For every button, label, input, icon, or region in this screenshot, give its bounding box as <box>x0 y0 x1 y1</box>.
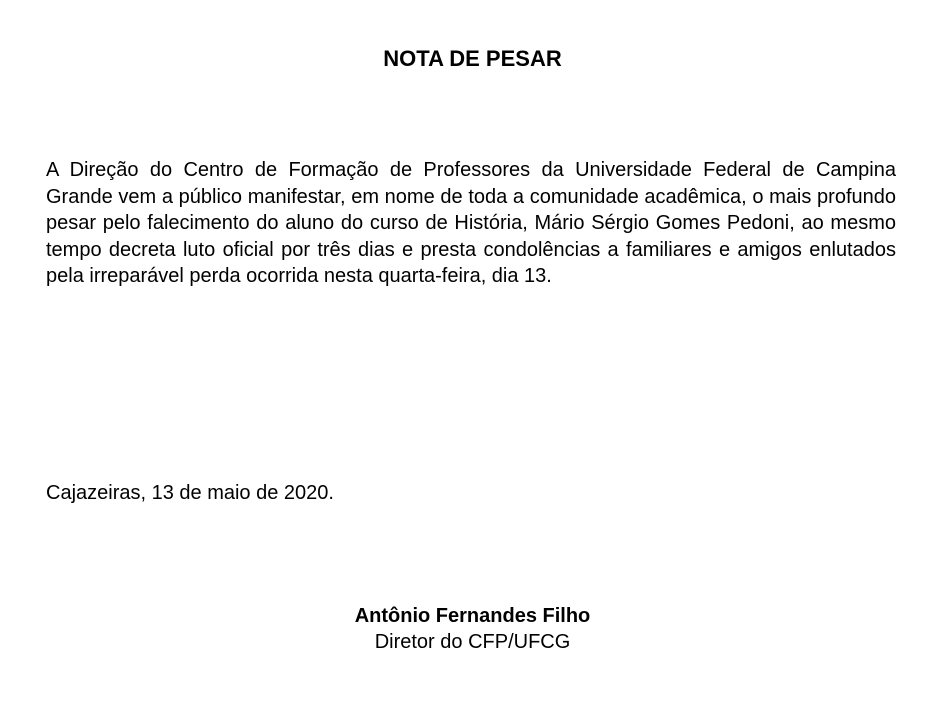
signer-role: Diretor do CFP/UFCG <box>374 631 571 653</box>
signer-name: Antônio Fernandes Filho <box>354 605 591 627</box>
document-date-line: Cajazeiras, 13 de maio de 2020. <box>46 482 334 504</box>
signature-block <box>0 603 945 655</box>
document-title: NOTA DE PESAR <box>383 46 562 71</box>
document-body-paragraph: A Direção do Centro de Formação de Professores da Universidade Federal de Campina Grande vem a público manifestar, em nome de toda a comunidade acadêmica, o mais profundo pesar pelo falecimento do aluno do curso de História, Mário Sérgio Gomes Pedoni, ao mesmo tempo decreta luto oficial por três dias e presta condolências a familiares e amigos enlutados pela irreparável perda ocorrida nesta quarta-feira, dia 13. <box>46 159 896 287</box>
